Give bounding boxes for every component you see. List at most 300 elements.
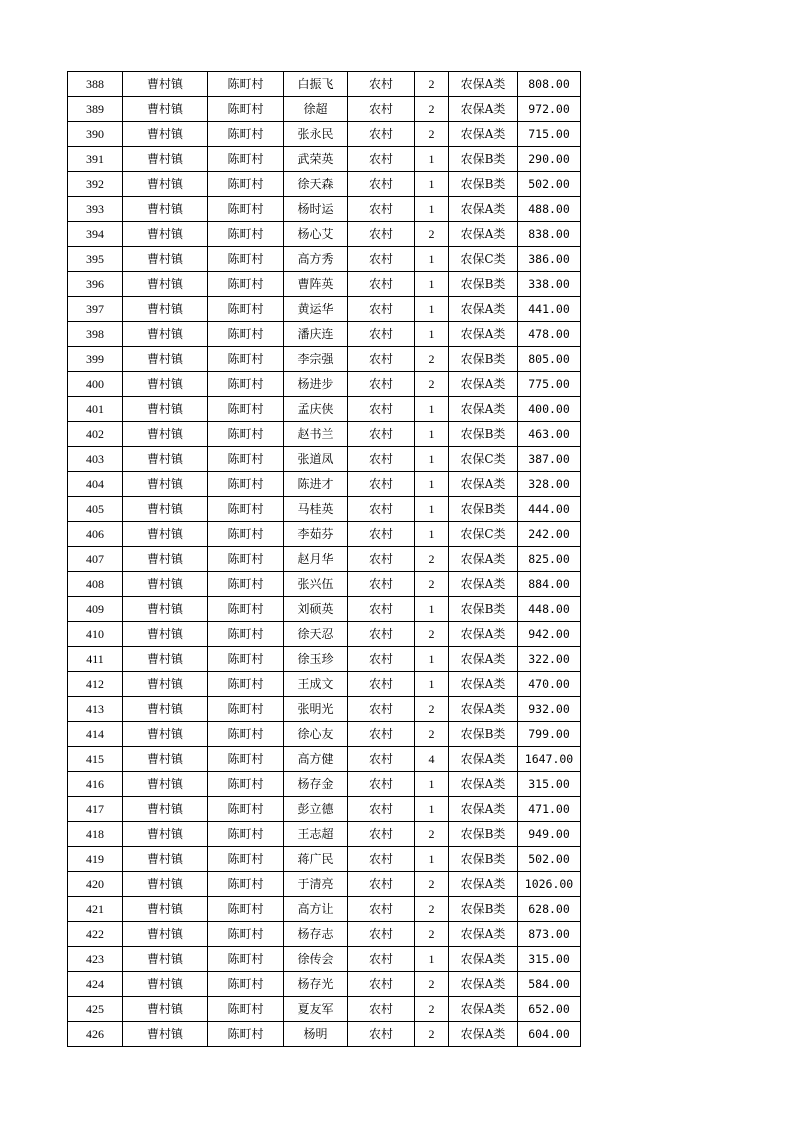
name-cell: 徐超 <box>284 97 348 122</box>
town-cell: 曹村镇 <box>123 897 208 922</box>
town-cell: 曹村镇 <box>123 747 208 772</box>
name-cell: 徐玉珍 <box>284 647 348 672</box>
household-type-cell: 农村 <box>348 897 415 922</box>
amount-cell: 386.00 <box>518 247 581 272</box>
amount-cell: 338.00 <box>518 272 581 297</box>
name-cell: 曹阵英 <box>284 272 348 297</box>
amount-cell: 470.00 <box>518 672 581 697</box>
household-type-cell: 农村 <box>348 822 415 847</box>
town-cell: 曹村镇 <box>123 297 208 322</box>
household-type-cell: 农村 <box>348 222 415 247</box>
town-cell: 曹村镇 <box>123 622 208 647</box>
name-cell: 刘硕英 <box>284 597 348 622</box>
household-type-cell: 农村 <box>348 297 415 322</box>
town-cell: 曹村镇 <box>123 272 208 297</box>
category-cell: 农保C类 <box>449 522 518 547</box>
name-cell: 白振飞 <box>284 72 348 97</box>
row-index: 402 <box>68 422 123 447</box>
name-cell: 张明光 <box>284 697 348 722</box>
name-cell: 夏友军 <box>284 997 348 1022</box>
category-cell: 农保B类 <box>449 347 518 372</box>
household-type-cell: 农村 <box>348 672 415 697</box>
category-cell: 农保B类 <box>449 722 518 747</box>
table-row <box>68 697 581 722</box>
member-count-cell: 2 <box>415 347 449 372</box>
category-cell: 农保B类 <box>449 847 518 872</box>
amount-cell: 328.00 <box>518 472 581 497</box>
amount-cell: 873.00 <box>518 922 581 947</box>
amount-cell: 884.00 <box>518 572 581 597</box>
row-index: 400 <box>68 372 123 397</box>
table-row <box>68 322 581 347</box>
village-cell: 陈町村 <box>208 222 284 247</box>
town-cell: 曹村镇 <box>123 647 208 672</box>
town-cell: 曹村镇 <box>123 572 208 597</box>
member-count-cell: 1 <box>415 147 449 172</box>
row-index: 398 <box>68 322 123 347</box>
category-cell: 农保A类 <box>449 922 518 947</box>
household-type-cell: 农村 <box>348 497 415 522</box>
row-index: 395 <box>68 247 123 272</box>
amount-cell: 290.00 <box>518 147 581 172</box>
amount-cell: 1647.00 <box>518 747 581 772</box>
town-cell: 曹村镇 <box>123 322 208 347</box>
row-index: 422 <box>68 922 123 947</box>
category-cell: 农保B类 <box>449 497 518 522</box>
row-index: 388 <box>68 72 123 97</box>
household-type-cell: 农村 <box>348 347 415 372</box>
category-cell: 农保B类 <box>449 897 518 922</box>
member-count-cell: 1 <box>415 422 449 447</box>
household-type-cell: 农村 <box>348 447 415 472</box>
village-cell: 陈町村 <box>208 522 284 547</box>
member-count-cell: 1 <box>415 672 449 697</box>
records-table-body <box>68 72 581 1047</box>
row-index: 396 <box>68 272 123 297</box>
village-cell: 陈町村 <box>208 872 284 897</box>
village-cell: 陈町村 <box>208 822 284 847</box>
category-cell: 农保A类 <box>449 472 518 497</box>
name-cell: 孟庆侠 <box>284 397 348 422</box>
household-type-cell: 农村 <box>348 1022 415 1047</box>
town-cell: 曹村镇 <box>123 772 208 797</box>
table-row <box>68 147 581 172</box>
table-row <box>68 522 581 547</box>
village-cell: 陈町村 <box>208 472 284 497</box>
row-index: 397 <box>68 297 123 322</box>
category-cell: 农保C类 <box>449 247 518 272</box>
table-row <box>68 722 581 747</box>
town-cell: 曹村镇 <box>123 472 208 497</box>
household-type-cell: 农村 <box>348 947 415 972</box>
row-index: 410 <box>68 622 123 647</box>
household-type-cell: 农村 <box>348 172 415 197</box>
row-index: 389 <box>68 97 123 122</box>
member-count-cell: 1 <box>415 597 449 622</box>
village-cell: 陈町村 <box>208 697 284 722</box>
member-count-cell: 1 <box>415 322 449 347</box>
name-cell: 潘庆连 <box>284 322 348 347</box>
member-count-cell: 1 <box>415 172 449 197</box>
amount-cell: 942.00 <box>518 622 581 647</box>
town-cell: 曹村镇 <box>123 722 208 747</box>
town-cell: 曹村镇 <box>123 447 208 472</box>
member-count-cell: 1 <box>415 797 449 822</box>
table-row <box>68 747 581 772</box>
town-cell: 曹村镇 <box>123 922 208 947</box>
name-cell: 李宗强 <box>284 347 348 372</box>
amount-cell: 502.00 <box>518 847 581 872</box>
table-row <box>68 72 581 97</box>
household-type-cell: 农村 <box>348 722 415 747</box>
row-index: 418 <box>68 822 123 847</box>
table-row <box>68 97 581 122</box>
category-cell: 农保A类 <box>449 672 518 697</box>
category-cell: 农保A类 <box>449 622 518 647</box>
row-index: 406 <box>68 522 123 547</box>
town-cell: 曹村镇 <box>123 422 208 447</box>
name-cell: 杨存金 <box>284 772 348 797</box>
member-count-cell: 2 <box>415 122 449 147</box>
category-cell: 农保B类 <box>449 272 518 297</box>
amount-cell: 799.00 <box>518 722 581 747</box>
member-count-cell: 1 <box>415 297 449 322</box>
name-cell: 高方让 <box>284 897 348 922</box>
amount-cell: 441.00 <box>518 297 581 322</box>
table-row <box>68 272 581 297</box>
table-row <box>68 347 581 372</box>
village-cell: 陈町村 <box>208 922 284 947</box>
town-cell: 曹村镇 <box>123 247 208 272</box>
category-cell: 农保A类 <box>449 797 518 822</box>
member-count-cell: 2 <box>415 72 449 97</box>
village-cell: 陈町村 <box>208 1022 284 1047</box>
household-type-cell: 农村 <box>348 397 415 422</box>
name-cell: 徐天森 <box>284 172 348 197</box>
village-cell: 陈町村 <box>208 147 284 172</box>
category-cell: 农保A类 <box>449 72 518 97</box>
household-type-cell: 农村 <box>348 797 415 822</box>
row-index: 426 <box>68 1022 123 1047</box>
household-type-cell: 农村 <box>348 97 415 122</box>
table-row <box>68 997 581 1022</box>
name-cell: 徐心友 <box>284 722 348 747</box>
town-cell: 曹村镇 <box>123 797 208 822</box>
category-cell: 农保C类 <box>449 447 518 472</box>
table-row <box>68 372 581 397</box>
member-count-cell: 1 <box>415 197 449 222</box>
amount-cell: 808.00 <box>518 72 581 97</box>
town-cell: 曹村镇 <box>123 697 208 722</box>
village-cell: 陈町村 <box>208 847 284 872</box>
village-cell: 陈町村 <box>208 297 284 322</box>
name-cell: 马桂英 <box>284 497 348 522</box>
village-cell: 陈町村 <box>208 172 284 197</box>
table-row <box>68 622 581 647</box>
village-cell: 陈町村 <box>208 122 284 147</box>
table-row <box>68 822 581 847</box>
town-cell: 曹村镇 <box>123 97 208 122</box>
table-row <box>68 947 581 972</box>
village-cell: 陈町村 <box>208 722 284 747</box>
household-type-cell: 农村 <box>348 872 415 897</box>
household-type-cell: 农村 <box>348 697 415 722</box>
name-cell: 赵书兰 <box>284 422 348 447</box>
table-row <box>68 672 581 697</box>
village-cell: 陈町村 <box>208 322 284 347</box>
table-row <box>68 547 581 572</box>
name-cell: 张道凤 <box>284 447 348 472</box>
member-count-cell: 1 <box>415 772 449 797</box>
category-cell: 农保A类 <box>449 947 518 972</box>
table-row <box>68 872 581 897</box>
row-index: 417 <box>68 797 123 822</box>
household-type-cell: 农村 <box>348 647 415 672</box>
amount-cell: 775.00 <box>518 372 581 397</box>
household-type-cell: 农村 <box>348 847 415 872</box>
household-type-cell: 农村 <box>348 122 415 147</box>
village-cell: 陈町村 <box>208 247 284 272</box>
village-cell: 陈町村 <box>208 422 284 447</box>
amount-cell: 463.00 <box>518 422 581 447</box>
table-row <box>68 597 581 622</box>
category-cell: 农保A类 <box>449 397 518 422</box>
row-index: 404 <box>68 472 123 497</box>
amount-cell: 825.00 <box>518 547 581 572</box>
amount-cell: 652.00 <box>518 997 581 1022</box>
amount-cell: 242.00 <box>518 522 581 547</box>
name-cell: 李茹芬 <box>284 522 348 547</box>
amount-cell: 838.00 <box>518 222 581 247</box>
category-cell: 农保B类 <box>449 172 518 197</box>
category-cell: 农保B类 <box>449 597 518 622</box>
member-count-cell: 2 <box>415 222 449 247</box>
category-cell: 农保A类 <box>449 747 518 772</box>
category-cell: 农保A类 <box>449 322 518 347</box>
category-cell: 农保B类 <box>449 822 518 847</box>
member-count-cell: 2 <box>415 372 449 397</box>
town-cell: 曹村镇 <box>123 397 208 422</box>
name-cell: 徐天忍 <box>284 622 348 647</box>
category-cell: 农保A类 <box>449 222 518 247</box>
household-type-cell: 农村 <box>348 272 415 297</box>
amount-cell: 604.00 <box>518 1022 581 1047</box>
village-cell: 陈町村 <box>208 797 284 822</box>
category-cell: 农保A类 <box>449 697 518 722</box>
member-count-cell: 2 <box>415 722 449 747</box>
row-index: 393 <box>68 197 123 222</box>
table-row <box>68 847 581 872</box>
name-cell: 杨时运 <box>284 197 348 222</box>
town-cell: 曹村镇 <box>123 372 208 397</box>
table-row <box>68 397 581 422</box>
table-row <box>68 197 581 222</box>
name-cell: 王成文 <box>284 672 348 697</box>
town-cell: 曹村镇 <box>123 1022 208 1047</box>
member-count-cell: 4 <box>415 747 449 772</box>
row-index: 390 <box>68 122 123 147</box>
town-cell: 曹村镇 <box>123 597 208 622</box>
member-count-cell: 2 <box>415 572 449 597</box>
category-cell: 农保A类 <box>449 647 518 672</box>
table-row <box>68 897 581 922</box>
records-table <box>67 71 581 1047</box>
member-count-cell: 2 <box>415 972 449 997</box>
village-cell: 陈町村 <box>208 897 284 922</box>
table-row <box>68 572 581 597</box>
member-count-cell: 2 <box>415 547 449 572</box>
table-row <box>68 922 581 947</box>
row-index: 408 <box>68 572 123 597</box>
amount-cell: 315.00 <box>518 772 581 797</box>
name-cell: 杨明 <box>284 1022 348 1047</box>
table-row <box>68 447 581 472</box>
category-cell: 农保A类 <box>449 997 518 1022</box>
village-cell: 陈町村 <box>208 597 284 622</box>
amount-cell: 715.00 <box>518 122 581 147</box>
row-index: 423 <box>68 947 123 972</box>
category-cell: 农保B类 <box>449 422 518 447</box>
name-cell: 彭立德 <box>284 797 348 822</box>
amount-cell: 949.00 <box>518 822 581 847</box>
category-cell: 农保A类 <box>449 547 518 572</box>
town-cell: 曹村镇 <box>123 997 208 1022</box>
category-cell: 农保A类 <box>449 772 518 797</box>
household-type-cell: 农村 <box>348 572 415 597</box>
amount-cell: 315.00 <box>518 947 581 972</box>
town-cell: 曹村镇 <box>123 547 208 572</box>
name-cell: 杨存志 <box>284 922 348 947</box>
amount-cell: 387.00 <box>518 447 581 472</box>
member-count-cell: 2 <box>415 622 449 647</box>
household-type-cell: 农村 <box>348 197 415 222</box>
household-type-cell: 农村 <box>348 997 415 1022</box>
table-row <box>68 297 581 322</box>
member-count-cell: 1 <box>415 522 449 547</box>
member-count-cell: 1 <box>415 497 449 522</box>
town-cell: 曹村镇 <box>123 197 208 222</box>
row-index: 401 <box>68 397 123 422</box>
member-count-cell: 1 <box>415 272 449 297</box>
village-cell: 陈町村 <box>208 647 284 672</box>
household-type-cell: 农村 <box>348 547 415 572</box>
member-count-cell: 2 <box>415 97 449 122</box>
table-row <box>68 972 581 997</box>
member-count-cell: 1 <box>415 397 449 422</box>
table-row <box>68 497 581 522</box>
amount-cell: 628.00 <box>518 897 581 922</box>
name-cell: 陈进才 <box>284 472 348 497</box>
town-cell: 曹村镇 <box>123 872 208 897</box>
town-cell: 曹村镇 <box>123 147 208 172</box>
row-index: 413 <box>68 697 123 722</box>
category-cell: 农保A类 <box>449 97 518 122</box>
town-cell: 曹村镇 <box>123 822 208 847</box>
town-cell: 曹村镇 <box>123 972 208 997</box>
table-row <box>68 772 581 797</box>
row-index: 421 <box>68 897 123 922</box>
village-cell: 陈町村 <box>208 772 284 797</box>
town-cell: 曹村镇 <box>123 497 208 522</box>
category-cell: 农保A类 <box>449 1022 518 1047</box>
member-count-cell: 2 <box>415 822 449 847</box>
amount-cell: 932.00 <box>518 697 581 722</box>
household-type-cell: 农村 <box>348 622 415 647</box>
village-cell: 陈町村 <box>208 497 284 522</box>
row-index: 394 <box>68 222 123 247</box>
amount-cell: 448.00 <box>518 597 581 622</box>
name-cell: 王志超 <box>284 822 348 847</box>
category-cell: 农保A类 <box>449 197 518 222</box>
town-cell: 曹村镇 <box>123 847 208 872</box>
household-type-cell: 农村 <box>348 322 415 347</box>
village-cell: 陈町村 <box>208 747 284 772</box>
household-type-cell: 农村 <box>348 372 415 397</box>
member-count-cell: 1 <box>415 472 449 497</box>
village-cell: 陈町村 <box>208 622 284 647</box>
village-cell: 陈町村 <box>208 447 284 472</box>
village-cell: 陈町村 <box>208 97 284 122</box>
amount-cell: 972.00 <box>518 97 581 122</box>
household-type-cell: 农村 <box>348 247 415 272</box>
village-cell: 陈町村 <box>208 72 284 97</box>
category-cell: 农保A类 <box>449 297 518 322</box>
town-cell: 曹村镇 <box>123 222 208 247</box>
amount-cell: 471.00 <box>518 797 581 822</box>
name-cell: 于清亮 <box>284 872 348 897</box>
amount-cell: 1026.00 <box>518 872 581 897</box>
row-index: 419 <box>68 847 123 872</box>
row-index: 414 <box>68 722 123 747</box>
town-cell: 曹村镇 <box>123 347 208 372</box>
household-type-cell: 农村 <box>348 422 415 447</box>
name-cell: 张永民 <box>284 122 348 147</box>
name-cell: 高方秀 <box>284 247 348 272</box>
village-cell: 陈町村 <box>208 372 284 397</box>
table-row <box>68 222 581 247</box>
table-row <box>68 422 581 447</box>
category-cell: 农保A类 <box>449 572 518 597</box>
village-cell: 陈町村 <box>208 397 284 422</box>
village-cell: 陈町村 <box>208 672 284 697</box>
amount-cell: 584.00 <box>518 972 581 997</box>
name-cell: 杨存光 <box>284 972 348 997</box>
village-cell: 陈町村 <box>208 997 284 1022</box>
category-cell: 农保A类 <box>449 372 518 397</box>
category-cell: 农保B类 <box>449 147 518 172</box>
household-type-cell: 农村 <box>348 147 415 172</box>
amount-cell: 400.00 <box>518 397 581 422</box>
member-count-cell: 2 <box>415 1022 449 1047</box>
amount-cell: 488.00 <box>518 197 581 222</box>
row-index: 416 <box>68 772 123 797</box>
category-cell: 农保A类 <box>449 122 518 147</box>
village-cell: 陈町村 <box>208 547 284 572</box>
household-type-cell: 农村 <box>348 922 415 947</box>
member-count-cell: 1 <box>415 647 449 672</box>
amount-cell: 502.00 <box>518 172 581 197</box>
village-cell: 陈町村 <box>208 947 284 972</box>
village-cell: 陈町村 <box>208 197 284 222</box>
name-cell: 黄运华 <box>284 297 348 322</box>
row-index: 409 <box>68 597 123 622</box>
name-cell: 蒋广民 <box>284 847 348 872</box>
town-cell: 曹村镇 <box>123 172 208 197</box>
village-cell: 陈町村 <box>208 347 284 372</box>
member-count-cell: 1 <box>415 447 449 472</box>
amount-cell: 322.00 <box>518 647 581 672</box>
table-row <box>68 247 581 272</box>
